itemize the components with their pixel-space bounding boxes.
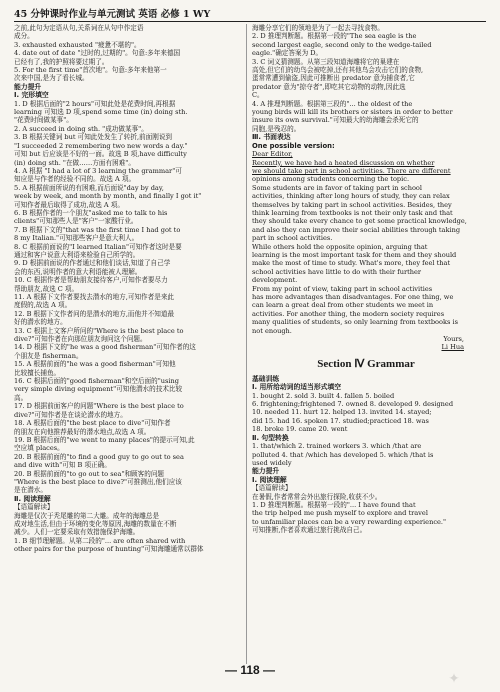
- text-line: 7. B 根据下文的"that was the first time I had got to: [14, 225, 181, 234]
- text-line: "Where is the best place to dive?"可推测出,他们应该: [14, 477, 182, 486]
- text-line: 2. D 推理判断题。根据第一段的"The sea eagle is the: [252, 32, 417, 41]
- text-line: Ⅰ. 阅读理解: [252, 475, 287, 484]
- text-line: 4. date out of date "过时的,过期的"。句意:多年来德国: [14, 49, 181, 58]
- text-line: 9. D 根据前面说的作者通过和他们谈话,知道了自己学: [14, 259, 171, 268]
- text-line: Yours,: [443, 335, 464, 344]
- text-line: 3. B 根据关键词 but 可知此处发生了转折,前面刚说到: [14, 133, 173, 142]
- text-line: 8. C 根据前面说的"I learned Italian"可知作者这时是要: [14, 242, 182, 251]
- text-line: Ⅱ. 句型转换: [252, 433, 289, 442]
- text-line: 12. B 根据下文作者问的是潜水的地方,而他并不知道最: [14, 309, 175, 318]
- text-line: they should take every chance to get some practical knowledge,: [252, 217, 467, 226]
- text-line: 10. needed 11. hurt 12. helped 13. invited 14. stayed;: [252, 408, 432, 417]
- text-line: 能力提升: [14, 82, 42, 91]
- text-line: 6. frightening;frightened 7. owned 8. developed 9. designed: [252, 400, 454, 409]
- text-line: 17. D 根据前面客户的问题"Where is the best place to: [14, 402, 184, 411]
- column-divider: [246, 24, 247, 664]
- text-line: 11. A 根据下文作者要找去潜水的地方,可知作者是来此: [14, 293, 175, 301]
- text-line: C。: [252, 91, 264, 100]
- text-line: Some students are in favor of taking part in school: [252, 183, 422, 192]
- text-line: While others hold the opposite opinion, arguing that: [252, 242, 428, 251]
- text-line: 成分。: [14, 32, 34, 41]
- text-line: 高。: [14, 393, 28, 402]
- text-line: 的朋友在向他推荐最好的潜水地点,故选 A 项。: [14, 427, 151, 436]
- text-line: 4. A 推理判断题。根据第三段的"... the oldest of the: [252, 99, 413, 108]
- text-line: Li Hua: [441, 343, 464, 352]
- text-line: 19. B 根据后面的"we went to many places"的提示可知,此: [14, 435, 195, 444]
- text-line: 【语篇解读】: [14, 503, 54, 512]
- svg-text:✦: ✦: [448, 671, 460, 687]
- text-line: 16. C 根据后面的"good fisherman"和空后面的"using: [14, 377, 179, 386]
- text-line: insure its own survival."可知最大的幼海雕会杀死它的: [252, 116, 419, 125]
- text-line: we should take part in school activities. There are different: [252, 166, 451, 175]
- text-line: 海雕分享它们的领地是为了一起去寻找食物。: [252, 24, 384, 32]
- text-line: 之前,此句为定语从句,关系词在从句中作定语: [14, 24, 144, 32]
- text-line: to unfamiliar places can be a very rewarding experience.": [252, 517, 447, 526]
- text-line: can learn a great deal from other students we meet in: [252, 301, 434, 310]
- text-line: 次来中国,是为了看长城。: [14, 74, 89, 83]
- text-line: Recently, we have had a heated discussion on whether: [252, 158, 435, 167]
- text-line: 5. For the first time"首次地"。句意:多年来他第一: [14, 66, 167, 75]
- text-line: 在暑假,作者常常会外出旅行探险,收获不少。: [252, 492, 382, 501]
- right-column-writing: [252, 24, 480, 352]
- text-line: 14. D 根据下文的"he was a good fisherman"可知作者的这: [14, 343, 196, 352]
- text-line: 好的潜水的地方。: [14, 318, 67, 327]
- text-line: 1. bought 2. sold 3. built 4. fallen 5. boiled: [252, 391, 395, 400]
- text-line: 2. A succeed in doing sth. "成功做某事"。: [14, 124, 148, 133]
- text-line: 1. D 推理判断题。根据第一段的"... I have found that: [252, 500, 416, 509]
- text-line: 5. A 根据前面所说的有困难,而后面说"day by day,: [14, 183, 164, 192]
- text-line: and also they can improve their social abilities through taking: [252, 225, 461, 234]
- text-line: learning 可知选 D 项,spend some time (in) doing sth.: [14, 108, 188, 117]
- text-line: 3. exhausted exhausted "疲惫不堪的"。: [14, 40, 141, 49]
- text-line: dive?"可知作者在向那位朋友询问这个问题。: [14, 335, 147, 344]
- text-line: has more advantages than disadvantages. For one thing, we: [252, 293, 454, 301]
- text-line: polluted 4. that /which has developed 5. which /that is: [252, 450, 434, 459]
- text-line: did 15. had 16. spoken 17. studied;practiced 18. was: [252, 416, 429, 425]
- text-line: young birds will kill its brothers or sisters in order to better: [252, 108, 453, 117]
- text-line: 10. C 根据作者是帮助朋友接待客户,可知作者要尽力: [14, 276, 168, 285]
- section-title: Section Ⅳ Grammar: [317, 357, 415, 370]
- text-line: 海雕是仅次于秃尾雕的第二大雕。成年的海雕总是: [14, 511, 160, 520]
- text-line: activities, thinking after long hours of study, they can relax: [252, 192, 450, 201]
- left-column: [14, 24, 242, 656]
- text-line: 3. C 词义猜测题。从第三段知道海雕将它的巢建在: [252, 57, 400, 66]
- text-line: 基础训练: [252, 374, 280, 383]
- text-line: eagle."确定答案为 D。: [252, 49, 323, 58]
- text-line: second largest eagle, second only to the wedge-tailed: [252, 40, 432, 49]
- text-line: Ⅱ. 阅读理解: [14, 494, 51, 503]
- text-line: very simple diving equipment"可知他潜水的技术比较: [14, 385, 183, 394]
- text-line: 空应填 places。: [14, 444, 64, 453]
- text-line: Ⅰ. 完形填空: [14, 91, 49, 100]
- text-line: make the most of time to study. What's more, they feel that: [252, 259, 451, 268]
- text-line: 【语篇解读】: [252, 484, 292, 493]
- text-line: 1. D 根据后面的"2 hours"可知此处是花费时间,再根据: [14, 99, 176, 108]
- text-line: themselves by taking part in school activities. Besides, they: [252, 200, 452, 209]
- text-line: and dive with"可知 B 项正确。: [14, 461, 111, 470]
- text-line: opinions among students concerning the topic.: [252, 175, 410, 184]
- text-line: not enough.: [252, 326, 292, 335]
- text-line: 1. that/which 2. trained workers 3. which /that are: [252, 442, 422, 451]
- text-line: 同胞,是残忍的。: [252, 124, 301, 133]
- text-line: 可知 but 后应该是不好的一面。故选 B 项,have difficulty: [14, 150, 187, 159]
- text-line: part in school activities.: [252, 234, 333, 243]
- text-line: 18. broke 19. came 20. went: [252, 425, 348, 434]
- text-line: activities. For another thing, the modern society requires: [252, 309, 445, 318]
- text-line: From my point of view, taking part in school activities: [252, 284, 433, 293]
- text-line: 可知推断,作者喜欢通过旅行挑战自己。: [252, 526, 367, 535]
- text-line: (in) doing sth. "在做……方面有困难"。: [14, 158, 135, 167]
- text-line: other pairs for the purpose of hunting"可知海雕通常以群体: [14, 545, 204, 554]
- text-line: used widely: [252, 458, 292, 467]
- text-line: Ⅰ. 用所给动词的适当形式填空: [252, 383, 342, 392]
- right-column-grammar: [252, 375, 480, 535]
- page-header: 45 分钟课时作业与单元测试 英语 必修 1 WY: [14, 9, 211, 20]
- text-line: 8 my Italian."可知那些客户是意大利人。: [14, 234, 139, 243]
- text-line: 减少。人们一定要采取有效措施保护海雕。: [14, 528, 140, 537]
- text-line: 18. A 根据后面的"the best place to dive"可知作者: [14, 419, 171, 428]
- text-line: clients"可知那些人是"客户"一家酸行业。: [14, 217, 138, 226]
- text-line: 15. A 根据前面的"he was a good fisherman"可知他: [14, 360, 176, 369]
- text-line: 知应是与作者的经验不同的。故选 A 项。: [14, 175, 136, 184]
- text-line: 是在潜水。: [14, 486, 47, 495]
- text-line: 成对地生活,但由于环境的变化等原因,海雕的数量在不断: [14, 519, 177, 528]
- text-line: 会的东西,说明作者的意大利语能被人理解。: [14, 267, 142, 276]
- text-line: "I succeeded 2 remembering two new words a day.": [14, 141, 188, 150]
- text-line: 4. A 根据 "I had a lot of 3 learning the grammar"可: [14, 166, 182, 175]
- text-line: 可知作者最后取得了成功,故选 A 项。: [14, 200, 124, 209]
- text-line: week by week, and month by month, and finally I got it": [14, 192, 202, 201]
- text-line: predator 意为"掠夺者",即吃其它动物的动物,因此选: [252, 82, 406, 91]
- text-line: 度假的,故选 A 项。: [14, 301, 72, 310]
- text-line: development.: [252, 276, 298, 285]
- text-line: 13. C 根据上文客户所问的"Where is the best place to: [14, 326, 184, 335]
- right-column: [252, 24, 480, 656]
- text-line: 20. B 根据前面的"to go out to sea"和顾客的问题: [14, 469, 165, 478]
- text-line: 帮助朋友,故选 C 项。: [14, 284, 79, 293]
- text-line: 高处,但它们的幼鸟会被吃掉,还有其他鸟会攻击它们的食物,: [252, 66, 424, 75]
- text-line: 1. B 细节理解题。从第二段的"... are often shared with: [14, 536, 186, 545]
- text-line: 比较擅长捕鱼。: [14, 368, 61, 377]
- text-line: 个朋友是 fisherman。: [14, 351, 83, 360]
- text-line: think learning from textbooks is not their only task and that: [252, 208, 453, 217]
- page-number: — 118 —: [224, 663, 276, 677]
- text-line: many qualities of students, so only learning from textbooks is: [252, 318, 458, 327]
- text-line: 能力提升: [252, 467, 280, 476]
- text-line: the trip helped me push myself to explore and travel: [252, 509, 428, 518]
- text-line: 通过和客户说意大利语来检验自己所学的。: [14, 250, 140, 259]
- text-line: One possible version:: [252, 141, 335, 150]
- text-line: 20. B 根据前面的"to find a good guy to go out to sea: [14, 452, 184, 461]
- text-line: school activities have little to do with their further: [252, 267, 422, 276]
- text-line: "花费时间做某事"。: [14, 116, 73, 125]
- text-line: 6. B 根据作者的一个朋友"asked me to talk to his: [14, 208, 168, 217]
- watermark-logo: [414, 668, 494, 688]
- text-line: dive?"可知作者是在谈论潜水的地方。: [14, 410, 127, 419]
- text-line: Dear Editor,: [252, 150, 293, 159]
- text-line: 已经有了,我的护照将要过期了。: [14, 57, 109, 66]
- text-line: 蛋常常遭到偷盗,因此可推断出 predator 意为捕食者,它: [252, 74, 415, 83]
- header-rule: [14, 21, 486, 22]
- text-line: learning is the most important task for them and they should: [252, 250, 457, 259]
- text-line: Ⅲ. 书面表达: [252, 133, 291, 142]
